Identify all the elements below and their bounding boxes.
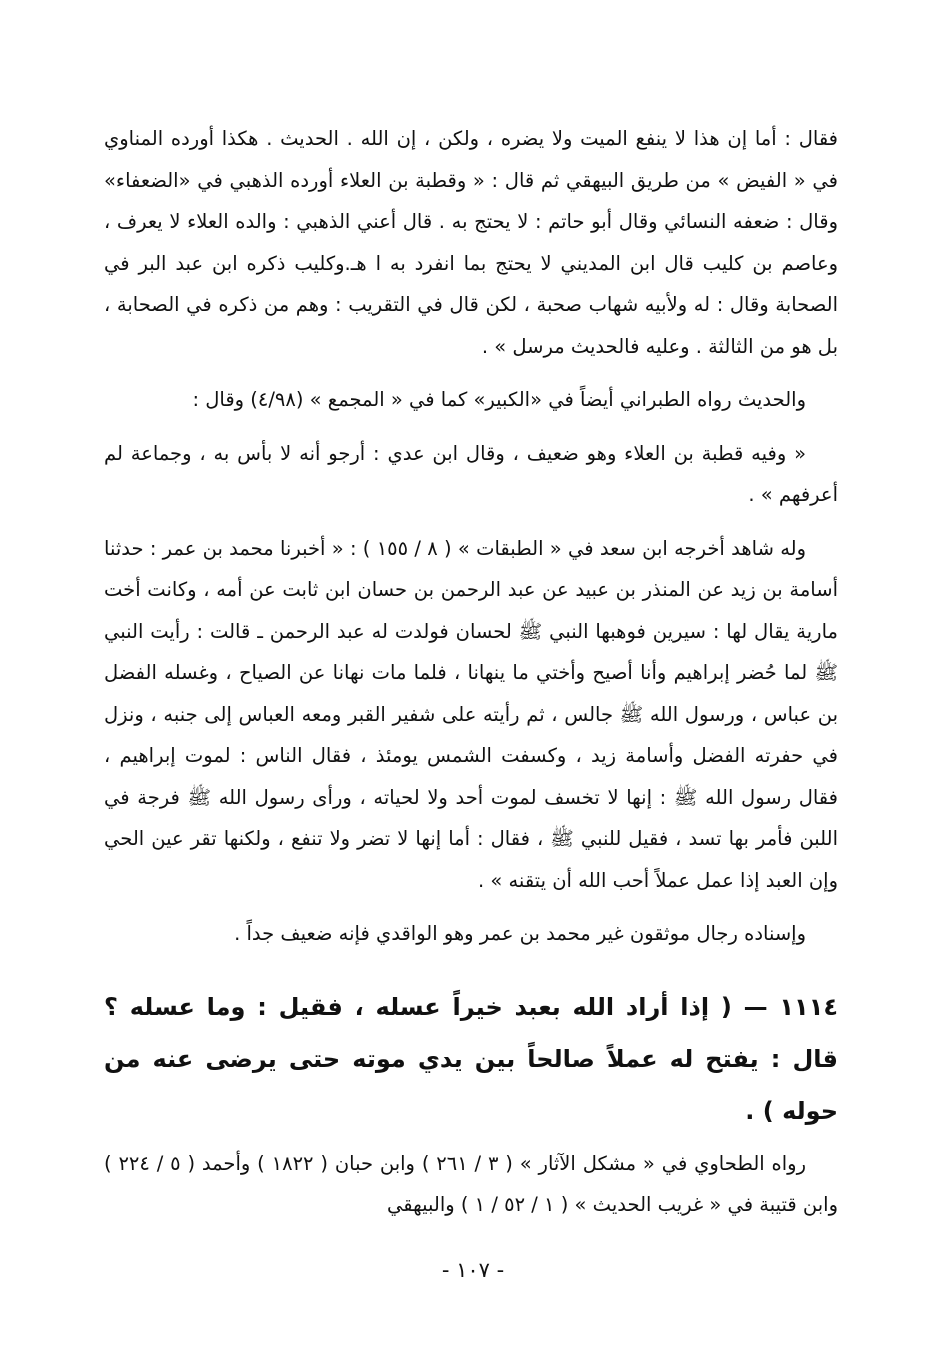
page-number: - ١٠٧ - bbox=[441, 1258, 505, 1282]
paragraph-tabarani: والحديث رواه الطبراني أيضاً في «الكبير» كما في « المجمع » (٤/٩٨) وقال : bbox=[192, 388, 806, 411]
paragraph-majma-quote: « وفيه قطبة بن العلاء وهو ضعيف ، وقال ابن عدي : أرجو أنه لا بأس به ، وجماعة لم أعرفهم » . bbox=[104, 441, 838, 506]
paragraph-ibn-saad-witness: وله شاهد أخرجه ابن سعد في « الطبقات » ( ٨ / ١٥٥ ) : « أخبرنا محمد بن عمر : حدثنا أسامة بن زيد عن المنذر بن عبيد عن عبد الرحمن بن حسان ابن ثابت عن أمه ، وكانت أخت مارية يقال لها : سيرين فوهبها النبي ﷺ لحسان فولدت له عبد الرحمن ـ قالت : رأيت النبي ﷺ لما حُضر إبراهيم وأنا أصيح وأختي ما ينهانا ، فلما مات نهانا عن الصياح ، وغسله الفضل بن عباس ، ورسول الله ﷺ جالس ، ثم رأيته على شفير القبر ومعه العباس إلى جنبه ، ونزل في حفرته الفضل وأسامة زيد ، وكسفت الشمس يومئذ ، فقال الناس : لموت إبراهيم ، فقال رسول الله ﷺ : إنها لا تخسف لموت أحد ولا لحياته ، ورأى رسول الله ﷺ فرجة في اللبن فأمر بها تسد ، فقيل للنبي ﷺ ، فقال : أما إنها لا تضر ولا تنفع ، ولكنها تقر عين الحي وإن العبد إذا عمل عملاً أحب الله أن يتقنه » . bbox=[104, 536, 838, 892]
paragraph-isnad-grading: وإسناده رجال موثقون غير محمد بن عمر وهو الواقدي فإنه ضعيف جداً . bbox=[234, 922, 806, 945]
hadith-text: ١١١٤ — ( إذا أراد الله بعبد خيراً عسله ، فقيل : وما عسله ؟ قال : يفتح له عملاً صالحاً بين يدي موته حتى يرضى عنه من حوله ) . bbox=[104, 992, 838, 1125]
paragraph-takhrij: رواه الطحاوي في « مشكل الآثار » ( ٣ / ٢٦١ ) وابن حبان ( ١٨٢٢ ) وأحمد ( ٥ / ٢٢٤ ) وابن قتيبة في « غريب الحديث » ( ١ / ٥٢ / ١ ) والبيهقي bbox=[104, 1151, 838, 1216]
paragraph-commentary: فقال : أما إن هذا لا ينفع الميت ولا يضره ، ولكن ، إن الله . الحديث . هكذا أورده المناوي في « الفيض » من طريق البيهقي ثم قال : « وقطبة بن العلاء أورده الذهبي في «الضعفاء» وقال : ضعفه النسائي وقال أبو حاتم : لا يحتج به . قال أعني الذهبي : والده العلاء لا يعرف ، وعاصم بن كليب قال ابن المديني لا يحتج بما انفرد به ا هـ.وكليب ذكره ابن عبد البر في الصحابة وقال : له ولأبيه شهاب صحبة ، لكن قال في التقريب : وهم من ذكره في الصحابة ، بل هو من الثالثة . وعليه فالحديث مرسل » . bbox=[104, 127, 838, 358]
